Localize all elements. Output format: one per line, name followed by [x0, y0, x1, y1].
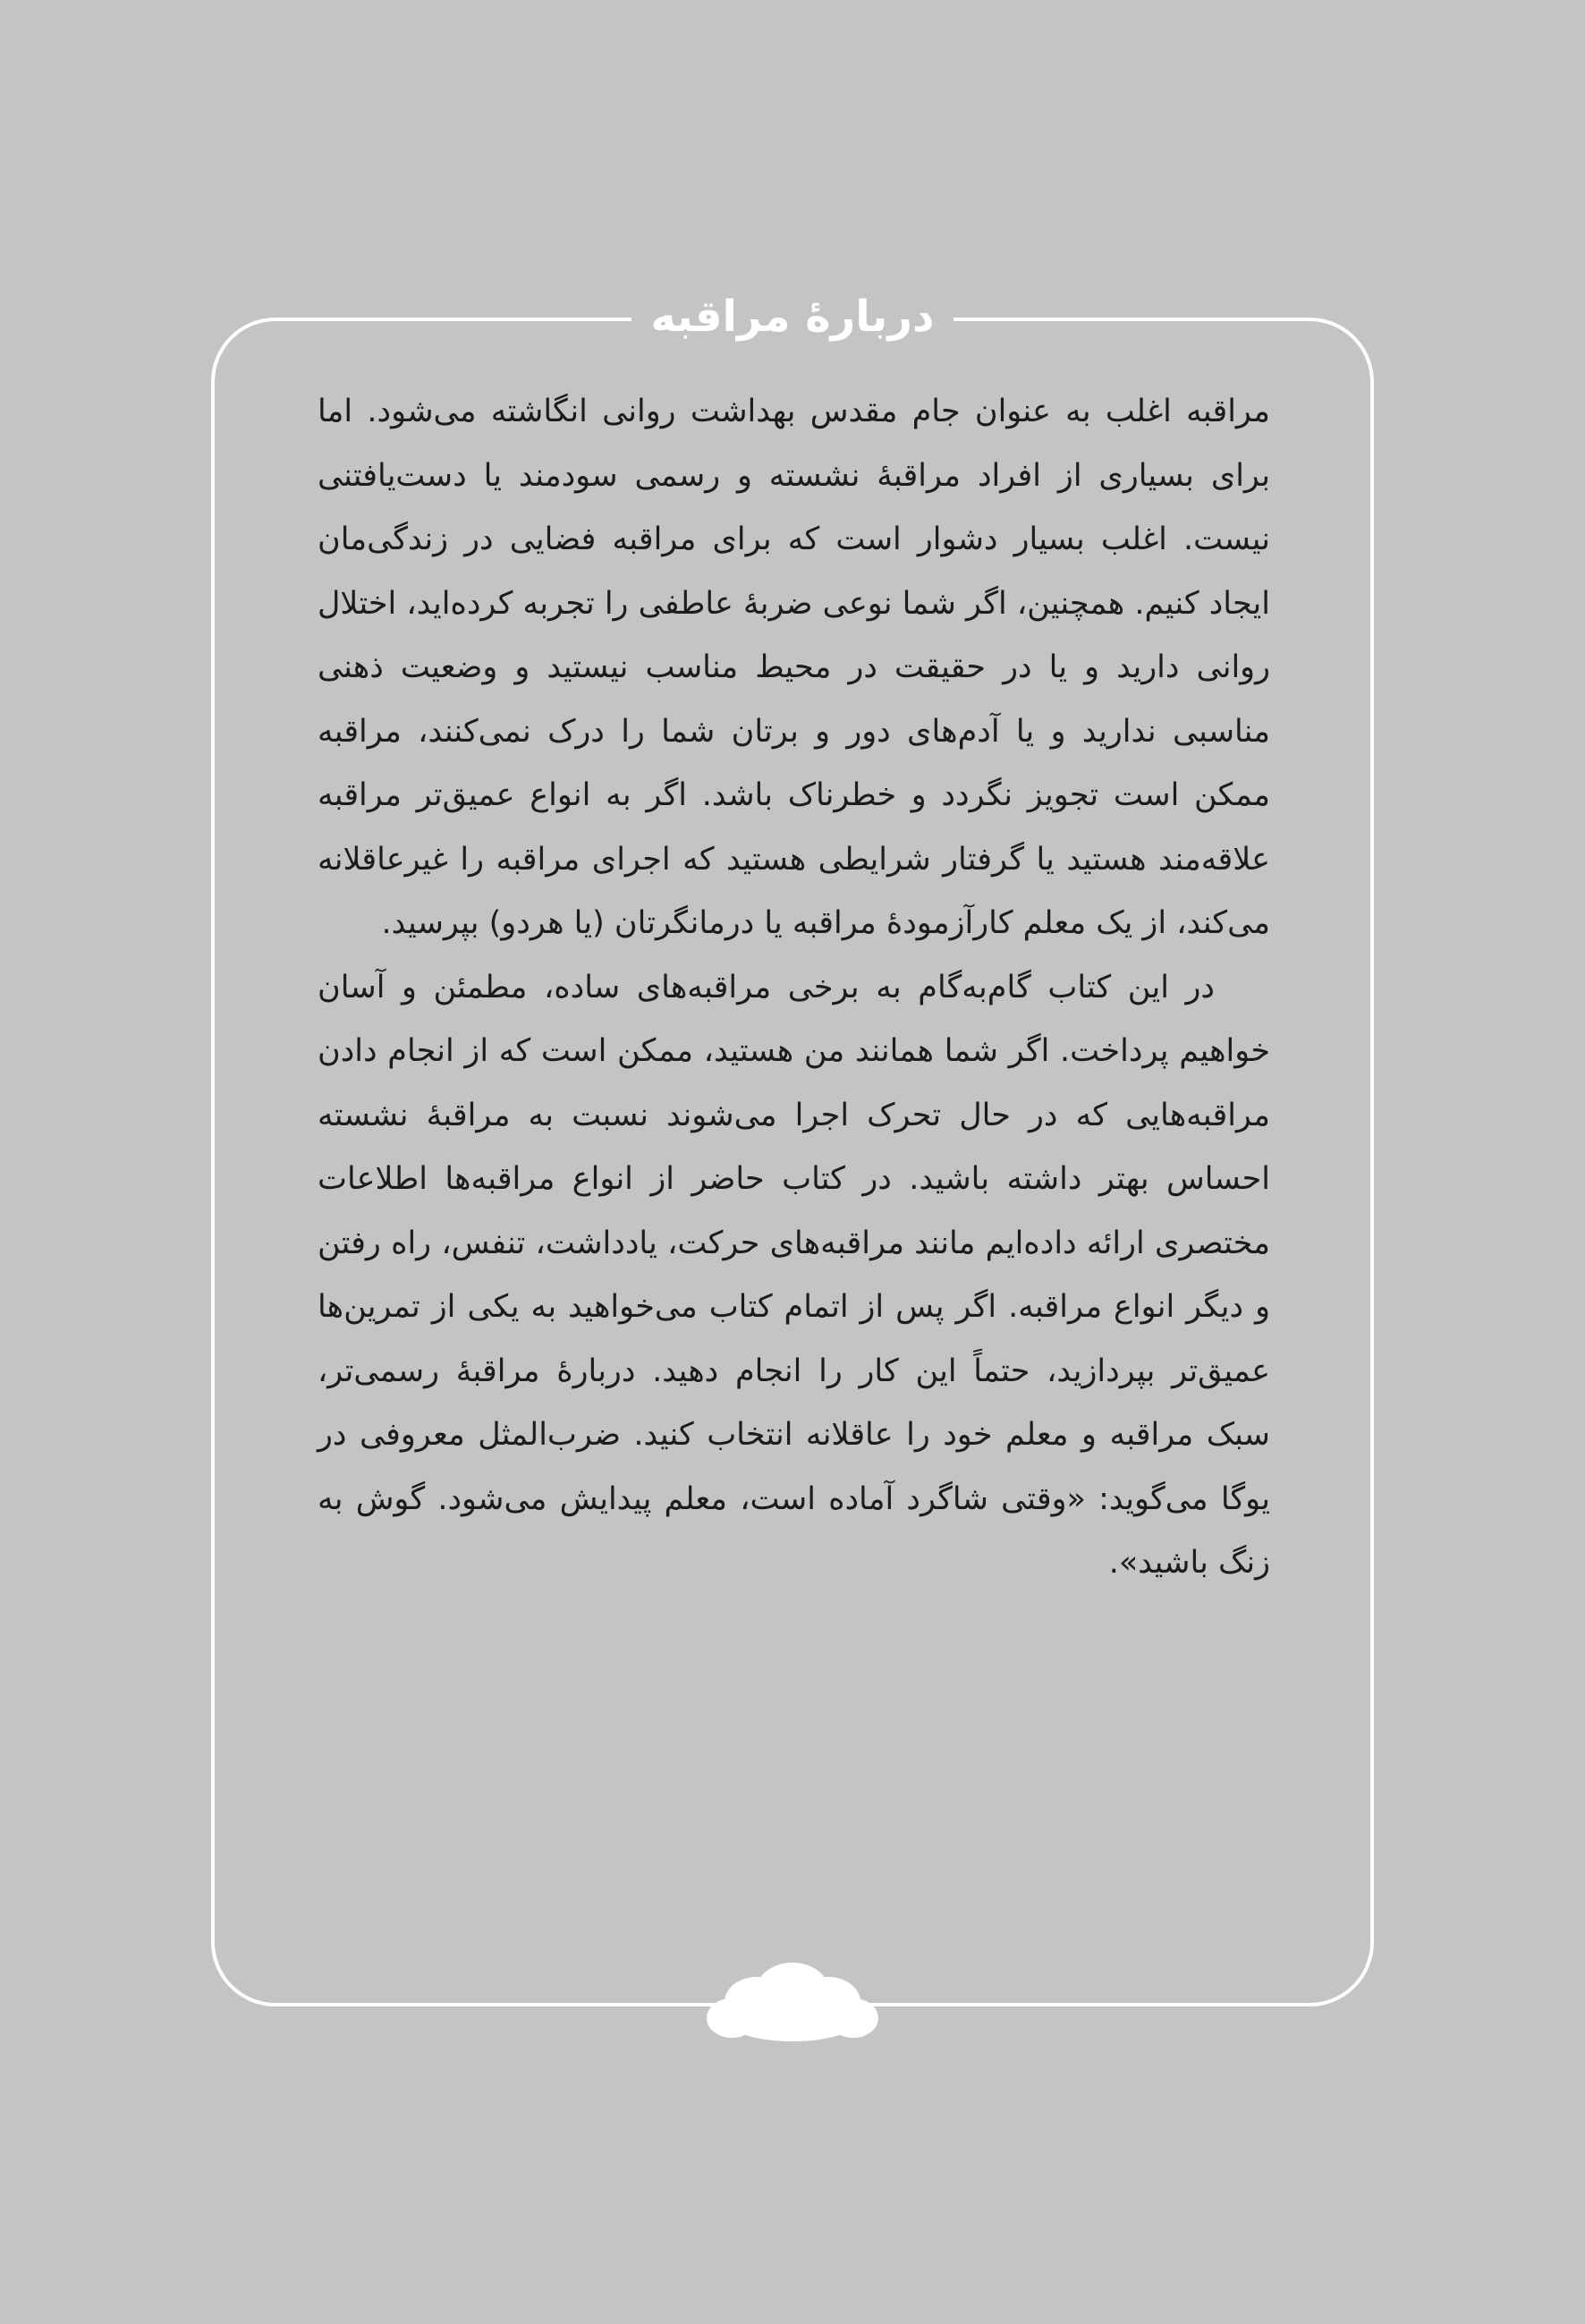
cloud-icon [705, 1947, 880, 2045]
body-text [318, 380, 1270, 1596]
paragraph-2: در این کتاب گام‌به‌گام به برخی مراقبه‌های ساده، مطمئن و آسان خواهیم پرداخت. اگر شما همانند من هستید، ممکن است که از انجام دادن مراقبه‌هایی که در حال تحرک اجرا می‌شوند نسبت به مراقبهٔ نشسته احساس بهتر داشته باشید. در کتاب حاضر از انواع مراقبه‌ها اطلاعات مختصری ارائه داده‌ایم مانند مراقبه‌های حرکت، یادداشت، تنفس، راه رفتن و دیگر انواع مراقبه. اگر پس از اتمام کتاب می‌خواهید به یکی از تمرین‌ها عمیق‌تر بپردازید، حتماً این کار را انجام دهید. دربارهٔ مراقبهٔ رسمی‌تر، سبک مراقبه و معلم خود را عاقلانه انتخاب کنید. ضرب‌المثل معروفی در یوگا می‌گوید: «وقتی شاگرد آماده است، معلم پیدایش می‌شود. گوش به زنگ باشید». [318, 969, 1270, 1581]
paragraph-1: مراقبه اغلب به عنوان جام مقدس بهداشت روانی انگاشته می‌شود. اما برای بسیاری از افراد مراقبهٔ نشسته و رسمی سودمند یا دست‌یافتنی نیست. اغلب بسیار دشوار است که برای مراقبه فضایی در زندگی‌مان ایجاد کنیم. همچنین، اگر شما نوعی ضربهٔ عاطفی را تجربه کرده‌اید، اختلال روانی دارید و یا در حقیقت در محیط مناسب نیستید و وضعیت ذهنی مناسبی ندارید و یا آدم‌های دور و برتان شما را درک نمی‌کنند، مراقبه ممکن است تجویز نگردد و خطرناک باشد. اگر به انواع عمیق‌تر مراقبه علاقه‌مند هستید یا گرفتار شرایطی هستید که اجرای مراقبه را غیرعاقلانه می‌کند، از یک معلم کارآزمودهٔ مراقبه یا درمانگرتان (یا هردو) بپرسید. [318, 394, 1270, 941]
section-title: دربارهٔ مراقبه [650, 292, 935, 342]
